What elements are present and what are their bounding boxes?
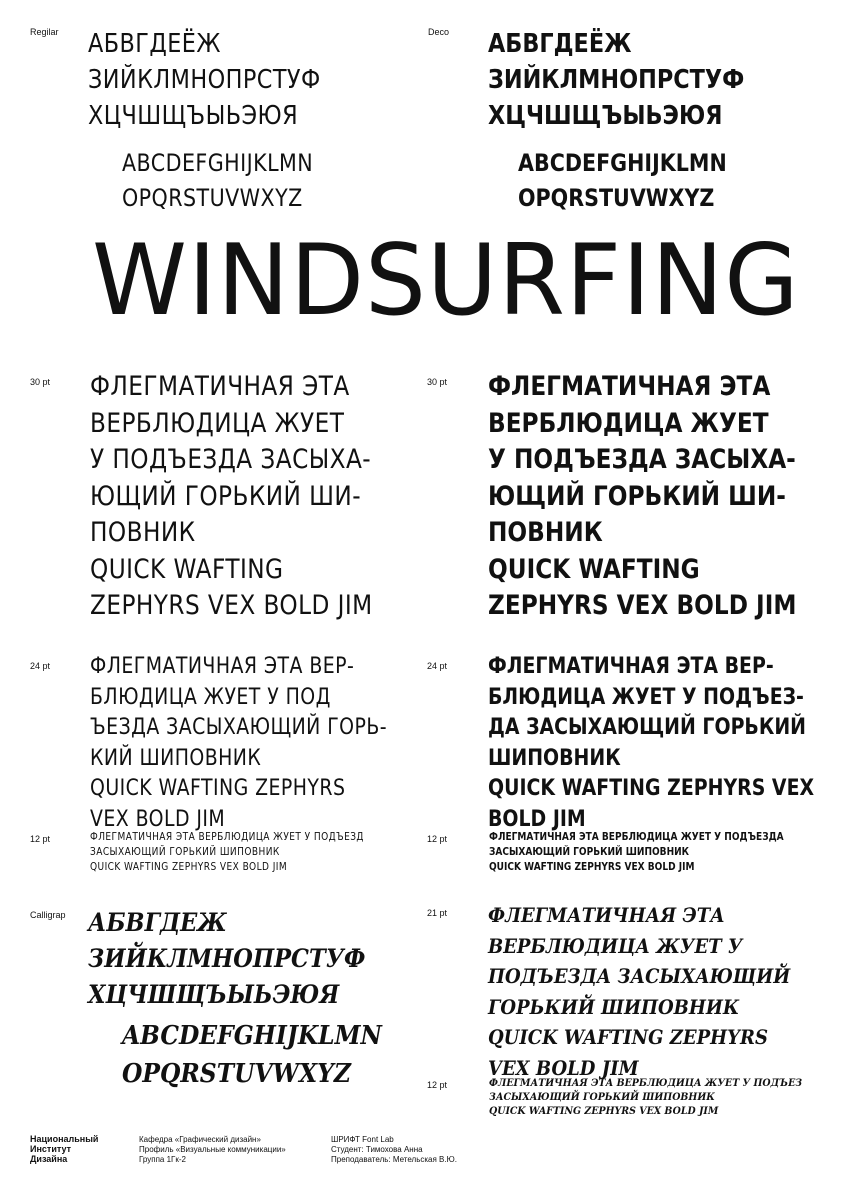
sample-line: ВЕРБЛЮДИЦА ЖУЕТ xyxy=(90,407,345,439)
sample-line: ПОДЪЕЗДА ЗАСЫХАЮЩИЙ xyxy=(488,964,791,989)
sample-line: VEX BOLD JIM xyxy=(488,1055,639,1080)
footer-line: Национальный xyxy=(30,1134,99,1144)
calligrap-21pt-sample xyxy=(488,900,790,1084)
sample-line: QUICK WAFTING ZEPHYRS xyxy=(488,1025,768,1050)
sample-line: ФЛЕГМАТИЧНАЯ ЭТА ВЕРБЛЮДИЦА ЖУЕТ У ПОДЪЕЗД xyxy=(90,831,364,843)
alphabet-line: АБВГДЕЖ xyxy=(88,908,227,937)
alphabet-line: ХЦЧШЩЪЫЬЭЮЯ xyxy=(88,980,340,1009)
alphabet-line: ЗИЙКЛМНОПРСТУФ xyxy=(488,65,745,95)
sample-line: У ПОДЪЕЗДА ЗАСЫХА- xyxy=(90,444,372,475)
calligrap-12pt-sample xyxy=(489,1076,802,1118)
deco-latin-alphabet xyxy=(518,146,727,216)
deco-30pt-label: 30 pt xyxy=(427,377,448,387)
regular-latin-alphabet xyxy=(122,146,313,216)
sample-line: ФЛЕГМАТИЧНАЯ ЭТА ВЕРБЛЮДИЦА ЖУЕТ У ПОДЪЕЗДА xyxy=(489,831,784,843)
regular-30pt-sample xyxy=(90,369,373,625)
deco-label: Deco xyxy=(428,27,450,37)
calligrap-21pt-label: 21 pt xyxy=(427,908,448,918)
sample-line: ФЛЕГМАТИЧНАЯ ЭТА xyxy=(488,903,725,927)
sample-line: QUICK WAFTING ZEPHYRS VEX xyxy=(488,776,815,802)
sample-line: ФЛЕГМАТИЧНАЯ ЭТА xyxy=(488,371,771,402)
calligrap-label: Calligrap xyxy=(30,910,66,920)
sample-line: ДА ЗАСЫХАЮЩИЙ ГОРЬКИЙ xyxy=(488,715,806,741)
sample-line: ZEPHYRS VEX BOLD JIM xyxy=(488,590,797,621)
institute-name xyxy=(30,1134,98,1164)
footer-line: Студент: Тимохова Анна xyxy=(331,1145,423,1154)
alphabet-line: OPQRSTUVWXYZ xyxy=(122,1059,351,1089)
regular-12pt-sample xyxy=(90,830,364,875)
footer-line: ШРИФТ Font Lab xyxy=(331,1135,394,1144)
sample-line: ПОВНИК xyxy=(488,517,603,548)
deco-24pt-label: 24 pt xyxy=(427,661,448,671)
deco-24pt-sample xyxy=(488,652,814,836)
alphabet-line: ХЦЧШЩЪЫЬЭЮЯ xyxy=(88,101,299,131)
calligrap-cyrillic-alphabet xyxy=(88,905,365,1013)
sample-line: ЗАСЫХАЮЩИЙ ГОРЬКИЙ ШИПОВНИК xyxy=(90,846,280,858)
sample-line: ФЛЕГМАТИЧНАЯ ЭТА ВЕР- xyxy=(90,654,355,679)
deco-12pt-label: 12 pt xyxy=(427,834,448,844)
sample-line: ШИПОВНИК xyxy=(488,745,621,771)
sample-line: ВЕРБЛЮДИЦА ЖУЕТ У xyxy=(488,933,743,958)
regular-cyrillic-alphabet xyxy=(88,26,321,134)
sample-line: QUICK WAFTING ZEPHYRS VEX BOLD JIM xyxy=(90,861,288,873)
sample-line: ВЕРБЛЮДИЦА ЖУЕТ xyxy=(488,407,769,439)
sample-line: ЮЩИЙ ГОРЬКИЙ ШИ- xyxy=(90,480,362,512)
sample-line: ЪЕЗДА ЗАСЫХАЮЩИЙ ГОРЬ- xyxy=(90,715,388,741)
deco-30pt-sample xyxy=(488,369,796,625)
sample-line: QUICK WAFTING ZEPHYRS xyxy=(90,776,346,802)
calligrap-12pt-label: 12 pt xyxy=(427,1080,448,1090)
footer-line: Преподаватель: Метельская В.Ю. xyxy=(331,1155,457,1164)
sample-line: VEX BOLD JIM xyxy=(90,806,226,832)
sample-line: BOLD JIM xyxy=(488,806,586,832)
alphabet-line: ABCDEFGHIJKLMN xyxy=(122,149,314,177)
sample-line: ФЛЕГМАТИЧНАЯ ЭТА ВЕР- xyxy=(488,654,774,679)
alphabet-line: OPQRSTUVWXYZ xyxy=(122,184,303,212)
sample-line: ZEPHYRS VEX BOLD JIM xyxy=(90,590,373,621)
deco-cyrillic-alphabet xyxy=(488,26,744,134)
hero-title: WINDSURFING xyxy=(92,224,800,338)
footer-line: Дизайна xyxy=(30,1154,68,1164)
alphabet-line: АБВГДЕЁЖ xyxy=(488,29,632,59)
calligrap-latin-alphabet xyxy=(122,1017,382,1093)
regular-12pt-label: 12 pt xyxy=(30,834,51,844)
sample-line: ФЛЕГМАТИЧНАЯ ЭТА xyxy=(90,371,350,402)
alphabet-line: ЗИЙКЛМНОПРСТУФ xyxy=(88,944,366,973)
project-info xyxy=(331,1135,457,1165)
deco-12pt-sample xyxy=(489,830,784,875)
regular-24pt-sample xyxy=(90,652,387,836)
sample-line: БЛЮДИЦА ЖУЕТ У ПОДЪЕЗ- xyxy=(488,684,804,710)
department-info xyxy=(139,1135,286,1165)
alphabet-line: ABCDEFGHIJKLMN xyxy=(518,149,727,177)
sample-line: ФЛЕГМАТИЧНАЯ ЭТА ВЕРБЛЮДИЦА ЖУЕТ У ПОДЪЕЗ xyxy=(489,1077,803,1089)
footer-line: Институт xyxy=(30,1144,72,1154)
footer-line: Группа 1Гк-2 xyxy=(139,1155,186,1164)
alphabet-line: АБВГДЕЁЖ xyxy=(88,29,221,59)
sample-line: ЗАСЫХАЮЩИЙ ГОРЬКИЙ ШИПОВНИК xyxy=(489,1091,715,1103)
alphabet-line: OPQRSTUVWXYZ xyxy=(518,184,715,212)
sample-line: QUICK WAFTING xyxy=(488,553,700,585)
sample-line: ПОВНИК xyxy=(90,517,196,548)
regular-label: Regilar xyxy=(30,27,59,37)
sample-line: У ПОДЪЕЗДА ЗАСЫХА- xyxy=(488,444,796,475)
sample-line: QUICK WAFTING xyxy=(90,553,284,585)
regular-30pt-label: 30 pt xyxy=(30,377,51,387)
regular-24pt-label: 24 pt xyxy=(30,661,51,671)
sample-line: ГОРЬКИЙ ШИПОВНИК xyxy=(488,994,740,1019)
alphabet-line: ABCDEFGHIJKLMN xyxy=(122,1021,382,1051)
sample-line: QUICK WAFTING ZEPHYRS VEX BOLD JIM xyxy=(489,1105,719,1117)
alphabet-line: ЗИЙКЛМНОПРСТУФ xyxy=(88,65,321,95)
footer-line: Профиль «Визуальные коммуникации» xyxy=(139,1145,286,1154)
sample-line: КИЙ ШИПОВНИК xyxy=(90,745,262,771)
sample-line: ЗАСЫХАЮЩИЙ ГОРЬКИЙ ШИПОВНИК xyxy=(489,846,690,858)
sample-line: БЛЮДИЦА ЖУЕТ У ПОД xyxy=(90,684,331,710)
alphabet-line: ХЦЧШЩЪЫЬЭЮЯ xyxy=(488,101,723,131)
sample-line: ЮЩИЙ ГОРЬКИЙ ШИ- xyxy=(488,480,786,512)
footer-line: Кафедра «Графический дизайн» xyxy=(139,1135,261,1144)
sample-line: QUICK WAFTING ZEPHYRS VEX BOLD JIM xyxy=(489,861,695,873)
